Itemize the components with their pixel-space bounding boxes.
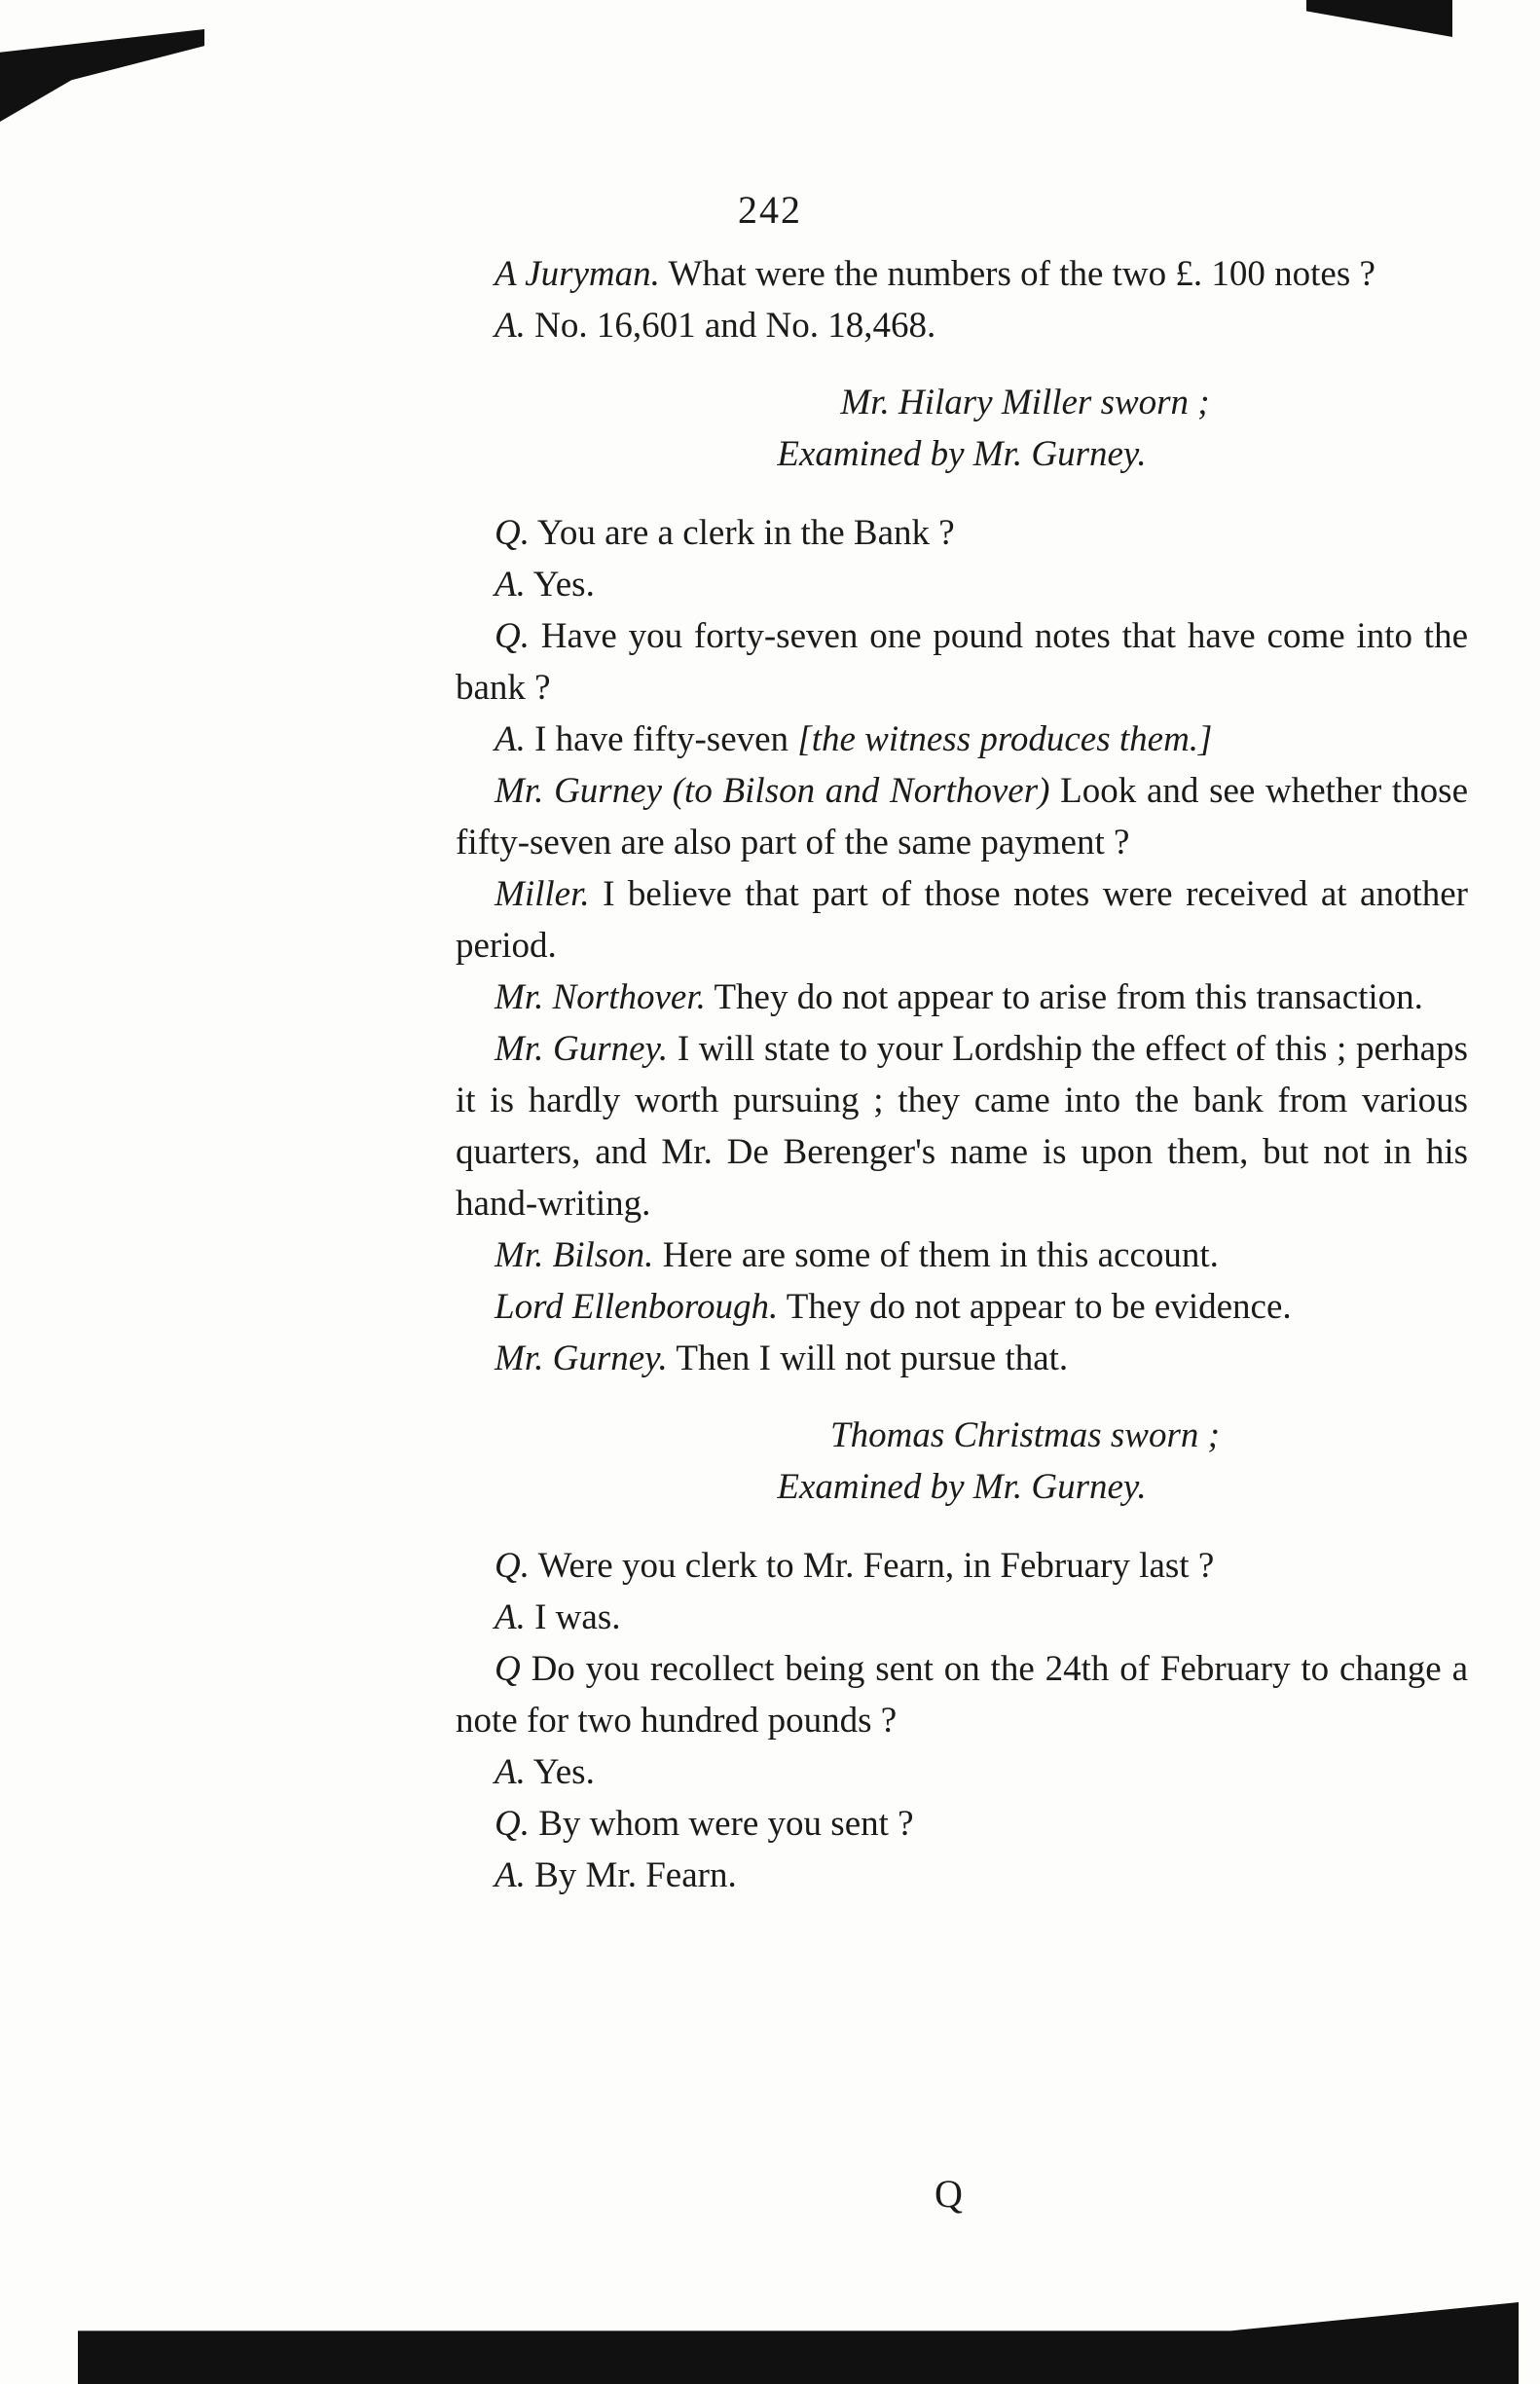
testimony-text: They do not appear to arise from this transaction. [705,977,1423,1017]
testimony-text: Do you recollect being sent on the 24th of February to change a note for two hundred pounds ? [456,1649,1468,1741]
testimony-text: Then I will not pursue that. [667,1339,1069,1378]
testimony-text: No. 16,601 and No. 18,468. [525,306,936,346]
speaker-label: A. [495,1597,526,1637]
witness-heading [456,1410,1468,1513]
testimony-paragraph [456,972,1468,1023]
testimony-paragraph [456,1281,1468,1333]
speaker-label: Mr. Gurney. [495,1029,669,1069]
testimony-paragraph [456,1229,1468,1281]
speaker-label: Lord Ellenborough. [495,1287,779,1327]
testimony-paragraph [456,1592,1468,1643]
testimony-paragraph [456,765,1468,868]
testimony-text: Yes. [525,565,595,605]
witness-heading-line1: Thomas Christmas sworn ; [830,1415,1220,1455]
testimony-text: I have fifty-seven [525,719,798,759]
speaker-label: Q. [495,513,530,553]
testimony-paragraph [456,559,1468,610]
speaker-label: Q. [495,1546,530,1586]
testimony-paragraph [456,1540,1468,1592]
testimony-paragraph [456,714,1468,765]
speaker-label: A Juryman. [495,254,660,294]
testimony-text: I will state to your Lordship the effect of this ; perhaps it is hardly worth pursuing ; they came into the bank from various quarters, and Mr. De Berenger's name is upon them, but not in his hand-writing. [456,1029,1469,1224]
speaker-label: A. [495,719,526,759]
scan-edge-bottom [78,2302,1519,2384]
testimony-paragraph [456,610,1468,714]
speaker-label: Mr. Gurney. [495,1339,668,1378]
speaker-label: Q [495,1649,521,1689]
speaker-label: A. [495,565,526,605]
testimony-paragraph [456,300,1468,351]
testimony-text: What were the numbers of the two £. 100 notes ? [659,254,1375,294]
speaker-label: Miller. [495,874,590,914]
speaker-label: A. [495,306,526,346]
testimony-text: Were you clerk to Mr. Fearn, in February last ? [529,1546,1215,1586]
speaker-label: Mr. Gurney (to Bilson and Northover) [495,771,1050,811]
speaker-label: Mr. Northover. [495,977,706,1017]
testimony-paragraph [456,1643,1468,1746]
body-text [456,248,1468,1901]
witness-heading-line2: Examined by Mr. Gurney. [777,1467,1147,1507]
testimony-paragraph [456,1746,1468,1798]
speaker-label: Q. [495,1804,530,1844]
testimony-text: Here are some of them in this account. [653,1235,1219,1275]
testimony-text: By Mr. Fearn. [525,1855,737,1895]
speaker-label: A. [495,1752,526,1792]
testimony-text: Look and see whether those fifty-seven are also part of the same payment ? [456,771,1468,862]
testimony-paragraph [456,1333,1468,1384]
witness-heading [456,377,1468,480]
testimony-text: Yes. [525,1752,595,1792]
speaker-label: Mr. Bilson. [495,1235,654,1275]
testimony-paragraph [456,1798,1468,1850]
witness-heading-line1: Mr. Hilary Miller sworn ; [840,383,1210,422]
speaker-label: A. [495,1855,526,1895]
testimony-paragraph [456,507,1468,559]
witness-heading-line2: Examined by Mr. Gurney. [777,434,1147,474]
testimony-text: I believe that part of those notes were received at another period. [456,874,1468,966]
testimony-paragraph [456,1023,1468,1229]
testimony-text: By whom were you sent ? [529,1804,914,1844]
testimony-text: I was. [525,1597,621,1637]
testimony-text: Have you forty-seven one pound notes that have come into the bank ? [456,616,1468,708]
testimony-text: They do not appear to be evidence. [778,1287,1292,1327]
testimony-text: You are a clerk in the Bank ? [529,513,955,553]
testimony-paragraph [456,1850,1468,1901]
testimony-paragraph [456,248,1468,300]
speaker-label: Q. [495,616,530,656]
stage-direction: [the witness produces them.] [797,719,1213,759]
signature-mark: Q [935,2172,963,2216]
scan-edge-top-right [1306,0,1452,37]
testimony-paragraph [456,868,1468,972]
page-number: 242 [738,188,802,232]
scan-edge-top-left [0,29,204,122]
